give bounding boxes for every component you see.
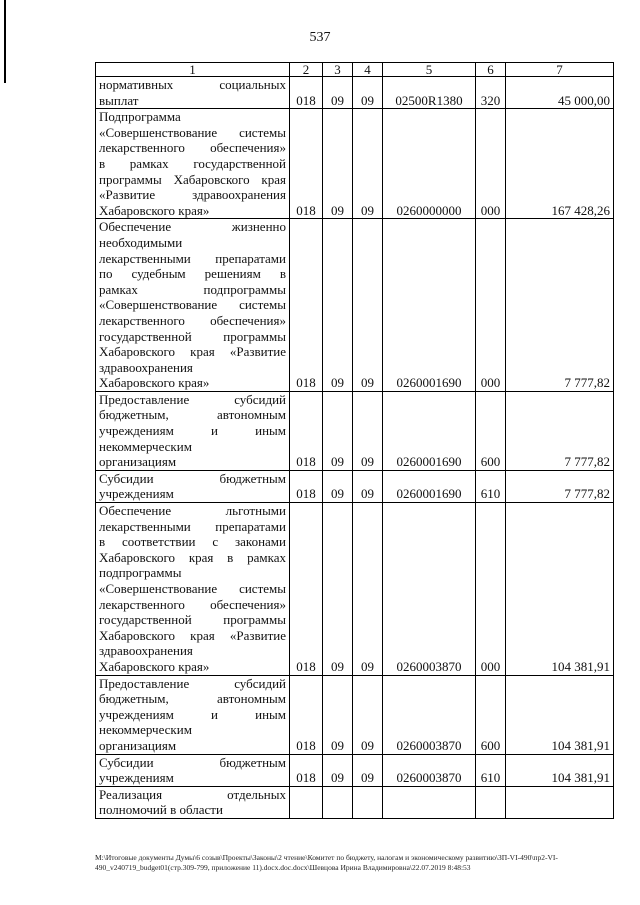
ministry-code: 018	[290, 754, 323, 786]
section-code	[323, 786, 353, 818]
description-line: необходимыми	[99, 234, 183, 250]
row-description	[96, 391, 290, 470]
description-line: некоммерческим	[99, 722, 192, 738]
description-line: программы Хабаровского края	[99, 171, 286, 187]
description-line: подпрограммы	[99, 565, 182, 581]
description-line: Предоставление субсидий	[99, 391, 286, 407]
table-row	[96, 754, 614, 786]
section-code: 09	[323, 675, 353, 754]
section-code: 09	[323, 77, 353, 109]
target-article-code: 0260003870	[383, 754, 476, 786]
expense-type-code: 000	[476, 503, 506, 676]
description-line: Обеспечение жизненно	[99, 219, 286, 235]
amount-value: 45 000,00	[506, 77, 614, 109]
description-line: Хабаровского края»	[99, 375, 210, 391]
expense-type-code: 610	[476, 754, 506, 786]
section-code: 09	[323, 219, 353, 392]
target-article-code: 02500R1380	[383, 77, 476, 109]
ministry-code: 018	[290, 503, 323, 676]
target-article-code: 0260001690	[383, 219, 476, 392]
description-line: лекарственными препаратами	[99, 518, 286, 534]
document-footer	[95, 853, 615, 873]
description-line: в рамках государственной	[99, 155, 286, 171]
subsection-code	[353, 786, 383, 818]
table-row	[96, 109, 614, 219]
row-description	[96, 470, 290, 502]
description-line: Субсидии бюджетным	[99, 754, 286, 770]
table-row	[96, 675, 614, 754]
description-line: Хабаровского края «Развитие	[99, 627, 286, 643]
subsection-code: 09	[353, 391, 383, 470]
footer-path-line: M:\Итоговые документы Думы\6 созыв\Проекты\Законы\2 чтение\Комитет по бюджету, налогам и экономическому развитию\ЗП-VI-490\пр2-VI-	[95, 853, 558, 862]
description-line: нормативных социальных	[99, 77, 286, 92]
target-article-code: 0260001690	[383, 470, 476, 502]
budget-table	[95, 62, 614, 819]
description-line: организациям	[99, 737, 177, 753]
table-row	[96, 503, 614, 676]
description-line: Реализация отдельных	[99, 786, 286, 802]
row-description	[96, 503, 290, 676]
expense-type-code: 000	[476, 109, 506, 219]
section-code: 09	[323, 109, 353, 219]
amount-value	[506, 786, 614, 818]
column-header: 6	[476, 63, 506, 77]
description-line: учреждениям	[99, 770, 174, 786]
description-line: лекарственного обеспечения»	[99, 140, 286, 156]
subsection-code: 09	[353, 675, 383, 754]
table-row	[96, 219, 614, 392]
column-header: 5	[383, 63, 476, 77]
section-code: 09	[323, 503, 353, 676]
description-line: рамках подпрограммы	[99, 281, 286, 297]
ministry-code: 018	[290, 109, 323, 219]
ministry-code: 018	[290, 675, 323, 754]
description-line: «Развитие здравоохранения	[99, 187, 286, 203]
description-line: по судебным решениям в	[99, 266, 286, 282]
expense-type-code: 610	[476, 470, 506, 502]
description-line: здравоохранения	[99, 643, 193, 659]
description-line: учреждениям	[99, 486, 174, 502]
description-line: в соответствии с законами	[99, 534, 286, 550]
description-line: учреждениям и иным	[99, 706, 286, 722]
target-article-code	[383, 786, 476, 818]
ministry-code: 018	[290, 391, 323, 470]
row-description	[96, 675, 290, 754]
description-line: Хабаровского края»	[99, 202, 210, 218]
column-header: 1	[96, 63, 290, 77]
amount-value: 7 777,82	[506, 391, 614, 470]
row-description	[96, 109, 290, 219]
description-line: лекарственного обеспечения»	[99, 312, 286, 328]
table-row	[96, 391, 614, 470]
column-header: 4	[353, 63, 383, 77]
amount-value: 167 428,26	[506, 109, 614, 219]
description-line: полномочий в области	[99, 802, 223, 818]
ministry-code: 018	[290, 77, 323, 109]
subsection-code: 09	[353, 503, 383, 676]
target-article-code: 0260003870	[383, 675, 476, 754]
description-line: организациям	[99, 454, 177, 470]
description-line: лекарственными препаратами	[99, 250, 286, 266]
expense-type-code: 320	[476, 77, 506, 109]
subsection-code: 09	[353, 754, 383, 786]
target-article-code: 0260001690	[383, 391, 476, 470]
expense-type-code	[476, 786, 506, 818]
section-code: 09	[323, 470, 353, 502]
row-description	[96, 219, 290, 392]
description-line: «Совершенствование системы	[99, 297, 286, 313]
amount-value: 7 777,82	[506, 219, 614, 392]
description-line: Предоставление субсидий	[99, 675, 286, 691]
description-line: Хабаровского края»	[99, 658, 210, 674]
description-line: государственной программы	[99, 328, 286, 344]
description-line: учреждениям и иным	[99, 423, 286, 439]
description-line: бюджетным, автономным	[99, 407, 286, 423]
row-description	[96, 786, 290, 818]
amount-value: 104 381,91	[506, 675, 614, 754]
description-line: выплат	[99, 92, 139, 108]
subsection-code: 09	[353, 77, 383, 109]
subsection-code: 09	[353, 470, 383, 502]
subsection-code: 09	[353, 109, 383, 219]
description-line: «Совершенствование системы	[99, 581, 286, 596]
expense-type-code: 600	[476, 675, 506, 754]
table-header-row	[96, 63, 614, 77]
target-article-code: 0260000000	[383, 109, 476, 219]
subsection-code: 09	[353, 219, 383, 392]
ministry-code: 018	[290, 219, 323, 392]
description-line: здравоохранения	[99, 359, 193, 375]
amount-value: 104 381,91	[506, 503, 614, 676]
ministry-code	[290, 786, 323, 818]
description-line: Хабаровского края в рамках	[99, 549, 286, 565]
description-line: лекарственного обеспечения»	[99, 596, 286, 612]
section-code: 09	[323, 754, 353, 786]
amount-value: 104 381,91	[506, 754, 614, 786]
table-row	[96, 77, 614, 109]
description-line: Субсидии бюджетным	[99, 470, 286, 486]
description-line: государственной программы	[99, 612, 286, 628]
footer-path-line: 490_v240719_budget01(стр.309-799, приложение 11).docx.doc.docx\Шевцова Ирина Владимировна\22.07.2019 8:48:53	[95, 863, 471, 872]
page-number: 537	[309, 30, 331, 45]
row-description	[96, 754, 290, 786]
description-line: некоммерческим	[99, 438, 192, 454]
expense-type-code: 000	[476, 219, 506, 392]
target-article-code: 0260003870	[383, 503, 476, 676]
table-row	[96, 786, 614, 818]
section-code: 09	[323, 391, 353, 470]
column-header: 7	[506, 63, 614, 77]
description-line: бюджетным, автономным	[99, 691, 286, 707]
row-description	[96, 77, 290, 109]
description-line: Подпрограмма	[99, 109, 181, 125]
ministry-code: 018	[290, 470, 323, 502]
description-line: Хабаровского края «Развитие	[99, 344, 286, 360]
column-header: 2	[290, 63, 323, 77]
column-header: 3	[323, 63, 353, 77]
amount-value: 7 777,82	[506, 470, 614, 502]
description-line: Обеспечение льготными	[99, 503, 286, 519]
expense-type-code: 600	[476, 391, 506, 470]
description-line: «Совершенствование системы	[99, 124, 286, 140]
table-row	[96, 470, 614, 502]
